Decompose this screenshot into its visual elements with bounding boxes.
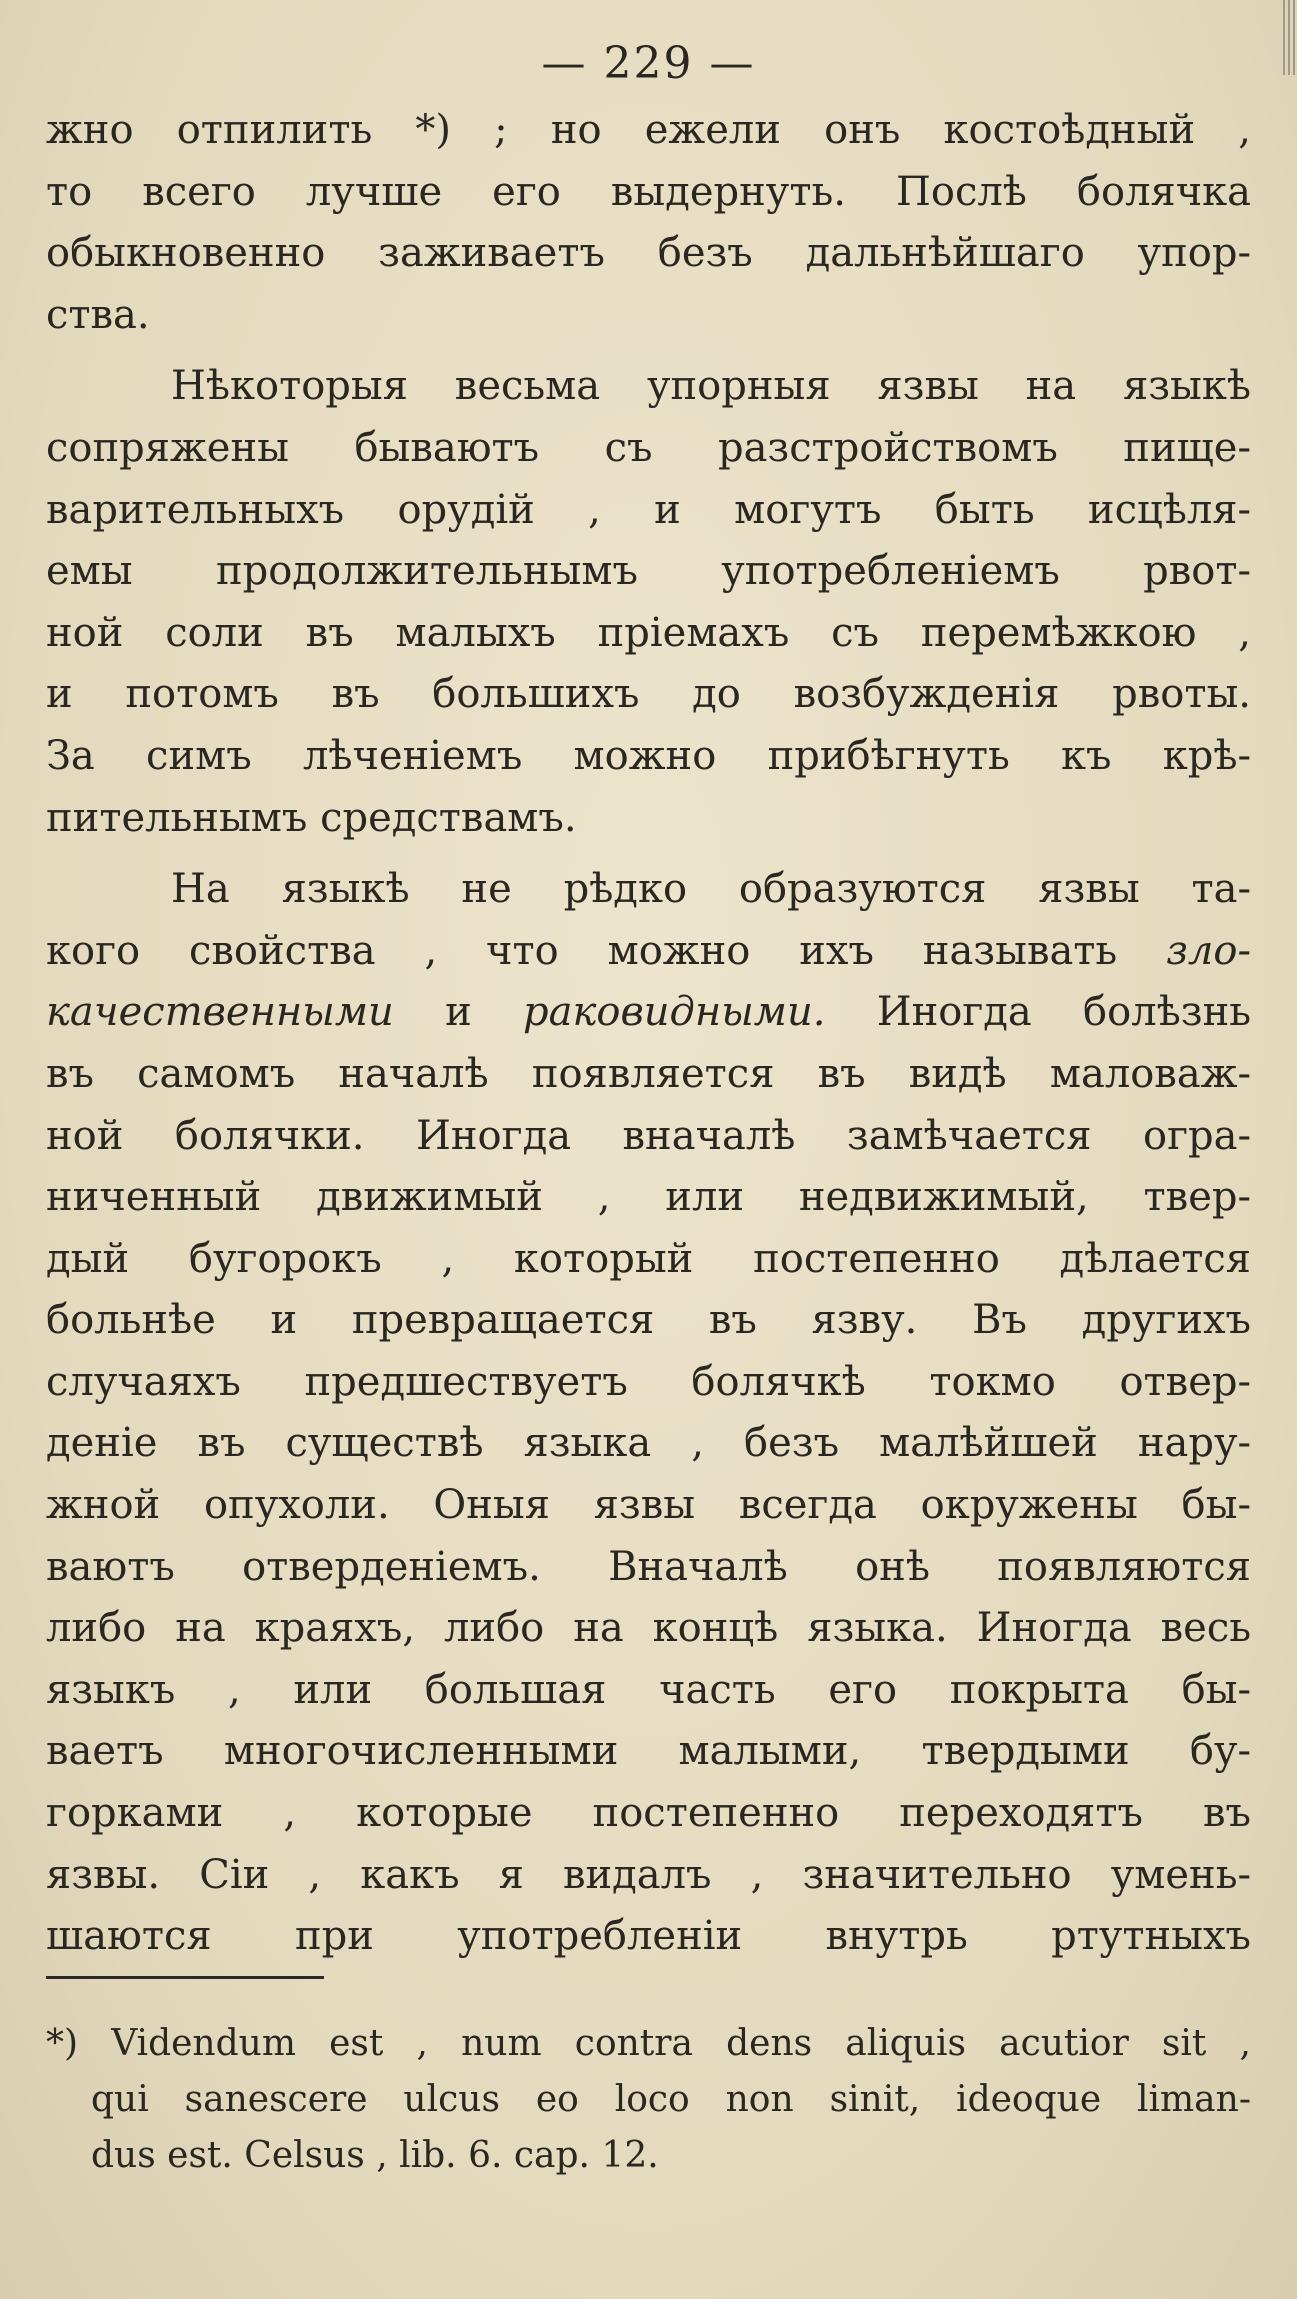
text-line: жной опухоли. Оныя язвы всегда окружены бы-	[46, 1482, 1251, 1529]
text-line: и потомъ въ большихъ до возбужденія рвоты.	[46, 671, 1251, 718]
text-line-with-italic	[46, 982, 1251, 1044]
text-segment: кого свойства , что можно ихъ называть	[46, 927, 1167, 974]
text-line: то всего лучше его выдернуть. Послѣ болячка	[46, 168, 1251, 215]
text-line: языкъ , или большая часть его покрыта бы-	[46, 1666, 1251, 1713]
text-line: шаются при употребленіи внутрь ртутныхъ	[46, 1913, 1251, 1960]
footnote-line: dus est. Celsus , lib. 6. cap. 12.	[91, 2135, 659, 2176]
text-segment: и	[393, 989, 524, 1036]
text-line: ниченный движимый , или недвижимый, твер-	[46, 1174, 1251, 1221]
text-line: горками , которые постепенно переходятъ въ	[46, 1790, 1251, 1837]
text-line: На языкѣ не рѣдко образуются язвы та-	[171, 866, 1251, 913]
text-line-with-italic	[46, 921, 1251, 983]
text-line: пительнымъ средствамъ.	[46, 794, 577, 841]
text-line: либо на краяхъ, либо на концѣ языка. Иногда весь	[46, 1605, 1251, 1652]
text-line: обыкновенно заживаетъ безъ дальнѣйшаго упор-	[46, 230, 1251, 277]
footnote-rule	[46, 1976, 324, 1979]
text-line: въ самомъ началѣ появляется въ видѣ маловаж-	[46, 1050, 1251, 1097]
text-line: ной соли въ малыхъ пріемахъ съ перемѣжкою ,	[46, 609, 1251, 656]
italic-term: раковидными.	[523, 989, 826, 1036]
text-line: дый бугорокъ , который постепенно дѣлается	[46, 1235, 1251, 1282]
text-line: ваетъ многочисленными малыми, твердыми бу-	[46, 1728, 1251, 1775]
footnote	[46, 2016, 1251, 2184]
italic-term: качественными	[46, 989, 394, 1036]
text-line: Нѣкоторыя весьма упорныя язвы на языкѣ	[171, 363, 1251, 410]
text-line: деніе въ существѣ языка , безъ малѣйшей нару-	[46, 1420, 1251, 1467]
text-line: ваютъ отверденіемъ. Вначалѣ онѣ появляются	[46, 1543, 1251, 1590]
text-segment: Иногда болѣзнь	[825, 989, 1252, 1036]
text-line: За симъ лѣченіемъ можно прибѣгнуть къ крѣ-	[46, 732, 1251, 779]
footnote-line: qui sanescere ulcus eo loco non sinit, ideoque liman-	[91, 2079, 1251, 2120]
footnote-line: *) Videndum est , num contra dens aliquis acutior sit ,	[46, 2023, 1251, 2064]
main-text	[46, 100, 1251, 1968]
page-number: — 229 —	[541, 38, 756, 89]
text-line: больнѣе и превращается въ язву. Въ другихъ	[46, 1297, 1251, 1344]
text-line: жно отпилить *) ; но ежели онъ костоѣдный ,	[46, 107, 1251, 153]
text-line: случаяхъ предшествуетъ болячкѣ токмо отвер-	[46, 1358, 1251, 1405]
text-line: ной болячки. Иногда вначалѣ замѣчается огра-	[46, 1112, 1251, 1159]
text-line: емы продолжительнымъ употребленіемъ рвот-	[46, 548, 1251, 595]
italic-term: зло-	[1166, 927, 1251, 974]
text-line: ства.	[46, 291, 150, 338]
text-line: варительныхъ орудій , и могутъ быть исцѣля-	[46, 486, 1251, 533]
text-line: язвы. Сіи , какъ я видалъ , значительно умень-	[46, 1851, 1251, 1898]
text-line: сопряжены бываютъ съ разстройствомъ пище-	[46, 424, 1251, 471]
